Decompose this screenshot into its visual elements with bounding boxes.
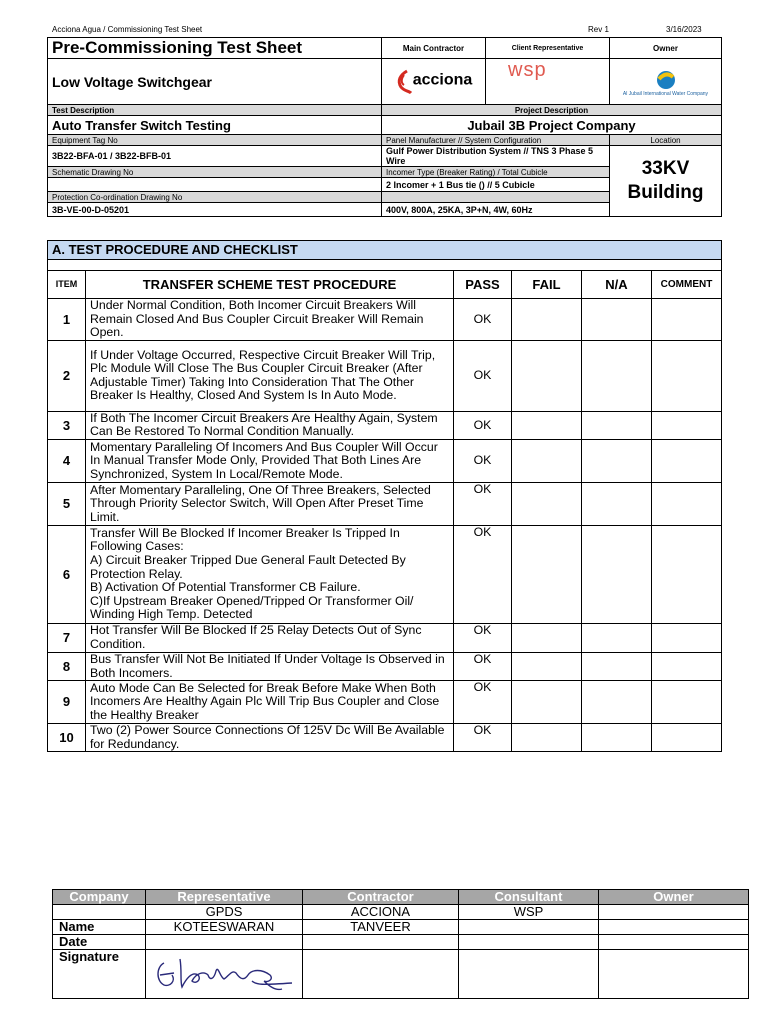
owner-logo-icon: [651, 69, 681, 91]
company-contractor: ACCIONA: [303, 905, 459, 920]
row-procedure: Under Normal Condition, Both Incomer Circuit Breakers Will Remain Closed And Bus Coupler Circuit Breaker Will Remain Open.: [86, 299, 454, 341]
owner-label: Owner: [610, 38, 722, 59]
rating-value: 400V, 800A, 25KA, 3P+N, 4W, 60Hz: [382, 203, 610, 217]
panel-value: Gulf Power Distribution System // TNS 3 Phase 5 Wire: [382, 146, 610, 167]
signoff-table: [52, 889, 749, 999]
row-item: 10: [48, 724, 86, 752]
row-procedure: After Momentary Paralleling, One Of Three Breakers, Selected Through Priority Selector Switch, Will Open After Preset Time Limit.: [86, 482, 454, 525]
row-procedure: Two (2) Power Source Connections Of 125V Dc Will Be Available for Redundancy.: [86, 724, 454, 752]
schematic-value: [48, 178, 382, 192]
row-pass: OK: [454, 724, 512, 752]
row-procedure: Hot Transfer Will Be Blocked If 25 Relay Detects Out of Sync Condition.: [86, 623, 454, 652]
row-pass: OK: [454, 439, 512, 482]
col-na: N/A: [582, 271, 652, 299]
company-consultant: WSP: [459, 905, 599, 920]
schematic-label: Schematic Drawing No: [48, 167, 382, 178]
sheet-title: Pre-Commissioning Test Sheet: [48, 38, 382, 59]
row-item: 8: [48, 652, 86, 680]
row-comment: [652, 724, 722, 752]
row-comment: [652, 623, 722, 652]
equipment-tag-value: 3B22-BFA-01 / 3B22-BFB-01: [48, 146, 382, 167]
row-fail: [512, 482, 582, 525]
row-na: [582, 482, 652, 525]
panel-label: Panel Manufacturer // System Configuration: [382, 135, 610, 146]
acciona-logo: [382, 59, 486, 105]
row-pass: OK: [454, 299, 512, 341]
protection-label-blank: [382, 192, 610, 203]
signature-contractor: [303, 950, 459, 999]
signoff-header-consultant: Consultant: [459, 890, 599, 905]
document-date: 3/16/2023: [666, 25, 702, 34]
sheet-subtitle: Low Voltage Switchgear: [48, 59, 382, 105]
row-na: [582, 623, 652, 652]
document-header-left: Acciona Agua / Commissioning Test Sheet: [52, 25, 203, 34]
row-comment: [652, 525, 722, 623]
spacer-row: [48, 260, 722, 271]
row-pass: OK: [454, 681, 512, 724]
col-comment: COMMENT: [652, 271, 722, 299]
protection-label: Protection Co-ordination Drawing No: [48, 192, 382, 203]
location-line-2: Building: [627, 182, 704, 203]
incomer-value: 2 Incomer + 1 Bus tie () // 5 Cubicle: [382, 178, 610, 192]
row-fail: [512, 439, 582, 482]
signoff-header-contractor: Contractor: [303, 890, 459, 905]
signature-owner: [599, 950, 749, 999]
row-item: 6: [48, 525, 86, 623]
row-comment: [652, 299, 722, 341]
row-comment: [652, 681, 722, 724]
row-na: [582, 724, 652, 752]
wsp-logo-text: wsp: [508, 59, 547, 81]
client-rep-label: Client Representative: [486, 38, 610, 59]
row-na: [582, 525, 652, 623]
row-procedure: Auto Mode Can Be Selected for Break Before Make When Both Incomers Are Healthy Again Plc Will Trip Bus Coupler and Close the Healthy Breaker: [86, 681, 454, 724]
checklist-table: [47, 240, 722, 752]
row-comment: [652, 340, 722, 411]
row-item: 3: [48, 411, 86, 439]
row-na: [582, 299, 652, 341]
col-pass: PASS: [454, 271, 512, 299]
name-owner: [599, 920, 749, 935]
row-item: 2: [48, 340, 86, 411]
row-item: 9: [48, 681, 86, 724]
row-procedure: If Under Voltage Occurred, Respective Circuit Breaker Will Trip, Plc Module Will Close The Bus Coupler Circuit Breaker (After Adjustable Timer) Taking Into Consideration That The Other Breaker Is Healthy, Closed And System Is In Auto Mode.: [86, 340, 454, 411]
info-table: [47, 37, 722, 217]
section-heading: A. TEST PROCEDURE AND CHECKLIST: [48, 241, 722, 260]
signoff-header-owner: Owner: [599, 890, 749, 905]
row-item: 4: [48, 439, 86, 482]
row-fail: [512, 623, 582, 652]
project-description-label: Project Description: [382, 105, 722, 116]
row-comment: [652, 652, 722, 680]
revision: Rev 1: [588, 25, 609, 34]
incomer-label: Incomer Type (Breaker Rating) / Total Cubicle: [382, 167, 610, 178]
row-pass: OK: [454, 340, 512, 411]
signoff-header-company: Company: [53, 890, 146, 905]
row-fail: [512, 681, 582, 724]
owner-logo-text: Al Jubail International Water Company: [622, 90, 709, 97]
row-procedure: Momentary Paralleling Of Incomers And Bus Coupler Will Occur In Manual Transfer Mode Only, Provided That Both Lines Are Synchronized, System In Local/Remote Mode.: [86, 439, 454, 482]
acciona-logo-text: acciona: [412, 70, 473, 88]
date-label: Date: [53, 935, 146, 950]
row-na: [582, 681, 652, 724]
name-label: Name: [53, 920, 146, 935]
row-procedure: Transfer Will Be Blocked If Incomer Breaker Is Tripped In Following Cases: A) Circuit Breaker Tripped Due General Fault Detected By Protection Relay. B) Activation Of Potential Transformer CB Failure. C)If Upstream Breaker Opened/Tripped Or Transformer Oil/ Winding High Temp. Detected: [86, 525, 454, 623]
row-pass: OK: [454, 525, 512, 623]
row-pass: OK: [454, 482, 512, 525]
handwritten-signature: [152, 951, 302, 995]
test-description-value: Auto Transfer Switch Testing: [48, 116, 382, 135]
col-procedure: TRANSFER SCHEME TEST PROCEDURE: [86, 271, 454, 299]
project-description-value: Jubail 3B Project Company: [382, 116, 722, 135]
row-fail: [512, 299, 582, 341]
date-owner: [599, 935, 749, 950]
row-procedure: If Both The Incomer Circuit Breakers Are Healthy Again, System Can Be Restored To Normal Condition Manually.: [86, 411, 454, 439]
row-item: 1: [48, 299, 86, 341]
name-consultant: [459, 920, 599, 935]
row-item: 5: [48, 482, 86, 525]
row-pass: OK: [454, 411, 512, 439]
company-row-label: [53, 905, 146, 920]
row-na: [582, 439, 652, 482]
date-contractor: [303, 935, 459, 950]
company-representative: GPDS: [146, 905, 303, 920]
signoff-header-representative: Representative: [146, 890, 303, 905]
row-fail: [512, 525, 582, 623]
row-fail: [512, 652, 582, 680]
row-na: [582, 411, 652, 439]
wsp-logo: [486, 59, 610, 105]
row-fail: [512, 340, 582, 411]
location-value: [610, 146, 722, 217]
equipment-tag-label: Equipment Tag No: [48, 135, 382, 146]
owner-logo: [610, 59, 722, 105]
row-item: 7: [48, 623, 86, 652]
company-owner: [599, 905, 749, 920]
row-comment: [652, 439, 722, 482]
name-representative: KOTEESWARAN: [146, 920, 303, 935]
acciona-mark-icon: [395, 69, 413, 95]
row-fail: [512, 724, 582, 752]
col-fail: FAIL: [512, 271, 582, 299]
location-label: Location: [610, 135, 722, 146]
row-comment: [652, 482, 722, 525]
signature-label: Signature: [53, 950, 146, 999]
protection-value: 3B-VE-00-D-05201: [48, 203, 382, 217]
row-procedure: Bus Transfer Will Not Be Initiated If Under Voltage Is Observed in Both Incomers.: [86, 652, 454, 680]
signature-consultant: [459, 950, 599, 999]
name-contractor: TANVEER: [303, 920, 459, 935]
test-description-label: Test Description: [48, 105, 382, 116]
row-na: [582, 340, 652, 411]
row-na: [582, 652, 652, 680]
row-pass: OK: [454, 652, 512, 680]
row-fail: [512, 411, 582, 439]
date-consultant: [459, 935, 599, 950]
location-line-1: 33KV: [641, 158, 690, 179]
signature-representative: [146, 950, 303, 999]
col-item: ITEM: [48, 271, 86, 299]
row-pass: OK: [454, 623, 512, 652]
main-contractor-label: Main Contractor: [382, 38, 486, 59]
date-representative: [146, 935, 303, 950]
row-comment: [652, 411, 722, 439]
